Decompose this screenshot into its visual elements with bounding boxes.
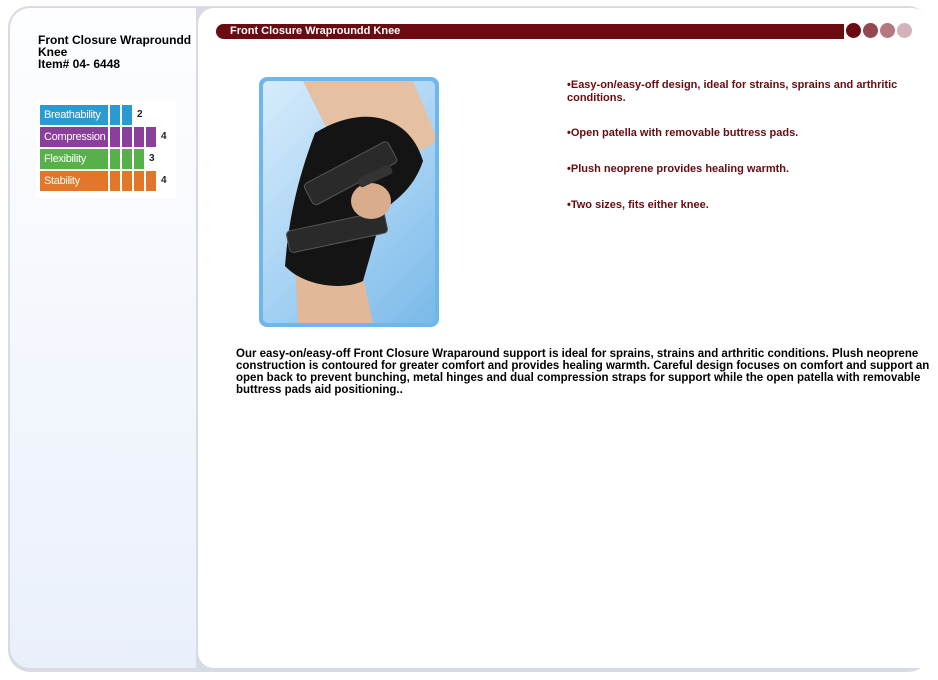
rating-segment	[122, 105, 132, 125]
rating-segment	[110, 149, 120, 169]
rating-segment	[134, 171, 144, 191]
section-header-title: Front Closure Wraproundd Knee	[230, 25, 401, 37]
rating-segment	[122, 171, 132, 191]
header-dot	[880, 23, 895, 38]
header-dot	[846, 23, 861, 38]
rating-label: Stability	[40, 171, 108, 191]
header-dot	[897, 23, 912, 38]
ratings-panel	[36, 100, 176, 198]
rating-segment	[122, 127, 132, 147]
feature-bullet: •Two sizes, fits either knee.	[567, 199, 709, 211]
section-header-bar	[216, 24, 844, 39]
product-photo	[259, 77, 439, 327]
rating-segment	[110, 105, 120, 125]
rating-value: 4	[161, 131, 167, 142]
rating-segment	[122, 149, 132, 169]
rating-label: Flexibility	[40, 149, 108, 169]
rating-segment	[110, 127, 120, 147]
product-description: Our easy-on/easy-off Front Closure Wraparound support is ideal for sprains, strains and arthritic conditions. Plush neoprene construction is contoured for greater comfort and provides healing warmth. Careful design focuses on comfort and support an open back to prevent bunching, metal hinges and dual compression straps for support while the open patella with removable buttress pads aid positioning..	[236, 348, 930, 396]
header-dot	[863, 23, 878, 38]
product-title: Front Closure Wraproundd Knee	[38, 33, 192, 59]
rating-segment	[146, 171, 156, 191]
feature-bullet: •Easy-on/easy-off design, ideal for strains, sprains and arthritic conditions.	[567, 79, 898, 104]
rating-value: 4	[161, 175, 167, 186]
item-number: Item# 04- 6448	[38, 57, 121, 71]
rating-segment	[134, 127, 144, 147]
knee-brace-illustration	[263, 81, 435, 323]
feature-bullet: •Open patella with removable buttress pads.	[567, 127, 799, 139]
feature-bullet: •Plush neoprene provides healing warmth.	[567, 163, 790, 175]
rating-value: 3	[149, 153, 155, 164]
rating-segment	[110, 171, 120, 191]
rating-segment	[134, 149, 144, 169]
rating-label: Compression	[40, 127, 108, 147]
rating-value: 2	[137, 109, 143, 120]
rating-segment	[146, 127, 156, 147]
rating-label: Breathability	[40, 105, 108, 125]
